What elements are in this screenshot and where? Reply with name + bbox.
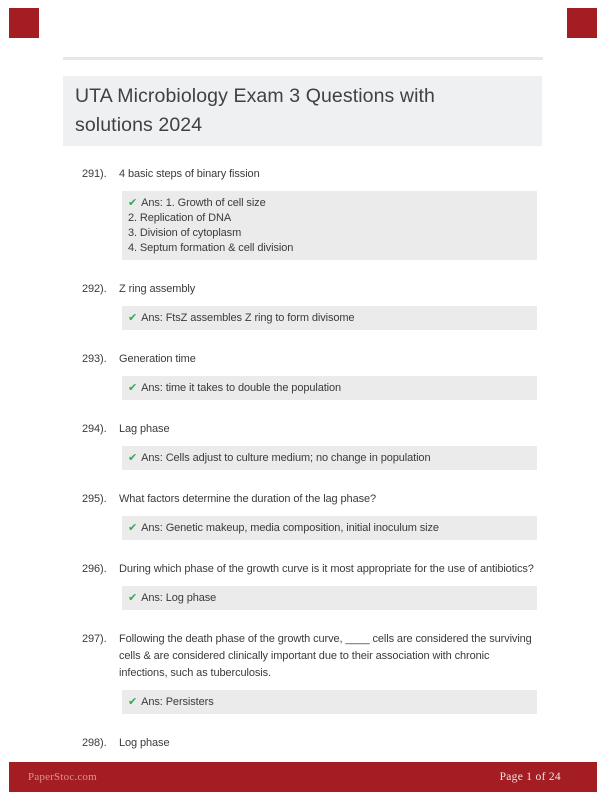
answer-box [122,586,537,610]
question-line: 4 basic steps of binary fission [119,168,260,180]
answer-line [128,694,529,710]
answer-text: Ans: Cells adjust to culture medium; no change in population [141,452,431,464]
question-number: 295). [82,493,107,505]
check-icon: ✔ [128,521,138,534]
answer-box [122,191,537,260]
answer-text: Ans: time it takes to double the population [141,382,342,394]
answer-text: Ans: 1. Growth of cell size [141,197,266,209]
corner-mark-top-right-icon [567,8,597,38]
question-row [82,421,543,438]
answer-box [122,306,537,330]
question-number: 298). [82,737,107,749]
qa-item-297 [82,631,543,714]
question-text [119,491,543,508]
answer-box [122,376,537,400]
check-icon: ✔ [128,381,138,394]
document-title-block [63,76,542,146]
corner-mark-top-left-icon [9,8,39,38]
answer-text: Ans: Log phase [141,592,217,604]
question-number: 293). [82,353,107,365]
question-row [82,631,543,682]
answer-line [128,380,529,396]
qa-item-298 [82,735,543,752]
question-text [119,166,543,183]
answer-text: Ans: FtsZ assembles Z ring to form divisome [141,312,355,324]
answer-line [128,450,529,466]
question-line: Generation time [119,353,196,365]
qa-item-295 [82,491,543,540]
answer-text: Ans: Genetic makeup, media composition, initial inoculum size [141,522,439,534]
question-list [82,166,543,773]
question-number: 296). [82,563,107,575]
brand-watermark: PaperStoc.com [28,771,97,783]
answer-line: 3. Division of cytoplasm [128,227,242,239]
answer-line [128,195,529,211]
page-title-line-1: UTA Microbiology Exam 3 Questions with [75,85,435,107]
question-line: Z ring assembly [119,283,196,295]
question-line: During which phase of the growth curve is it most appropriate for the use of antibiotics? [119,563,534,575]
question-row [82,351,543,368]
question-text [119,735,543,752]
question-row [82,166,543,183]
question-row [82,735,543,752]
question-row [82,491,543,508]
qa-item-293 [82,351,543,400]
question-line: Log phase [119,737,170,749]
answer-box [122,516,537,540]
question-text [119,351,543,368]
question-number: 294). [82,423,107,435]
header-divider [63,57,543,60]
question-line: Following the death phase of the growth curve, ____ cells are considered the surviving [119,633,532,645]
question-number: 297). [82,633,107,645]
answer-line [128,520,529,536]
answer-box [122,446,537,470]
question-row [82,281,543,298]
question-text [119,631,543,682]
answer-line: 2. Replication of DNA [128,212,232,224]
check-icon: ✔ [128,695,138,708]
question-line: Lag phase [119,423,170,435]
question-number: 291). [82,168,107,180]
question-row [82,561,543,578]
question-text [119,421,543,438]
question-line: cells & are considered clinically important due to their association with chronic [119,650,490,662]
page-title-line-2: solutions 2024 [75,114,203,136]
question-text [119,561,543,578]
question-number: 292). [82,283,107,295]
footer-bar [9,762,597,792]
answer-line: 4. Septum formation & cell division [128,242,294,254]
check-icon: ✔ [128,311,138,324]
check-icon: ✔ [128,196,138,209]
check-icon: ✔ [128,451,138,464]
check-icon: ✔ [128,591,138,604]
question-line: infections, such as tuberculosis. [119,667,272,679]
qa-item-294 [82,421,543,470]
qa-item-296 [82,561,543,610]
question-text [119,281,543,298]
page-indicator: Page 1 of 24 [499,771,561,783]
qa-item-292 [82,281,543,330]
question-line: What factors determine the duration of the lag phase? [119,493,377,505]
answer-line [128,590,529,606]
answer-box [122,690,537,714]
answer-text: Ans: Persisters [141,696,214,708]
qa-item-291 [82,166,543,260]
answer-line [128,310,529,326]
